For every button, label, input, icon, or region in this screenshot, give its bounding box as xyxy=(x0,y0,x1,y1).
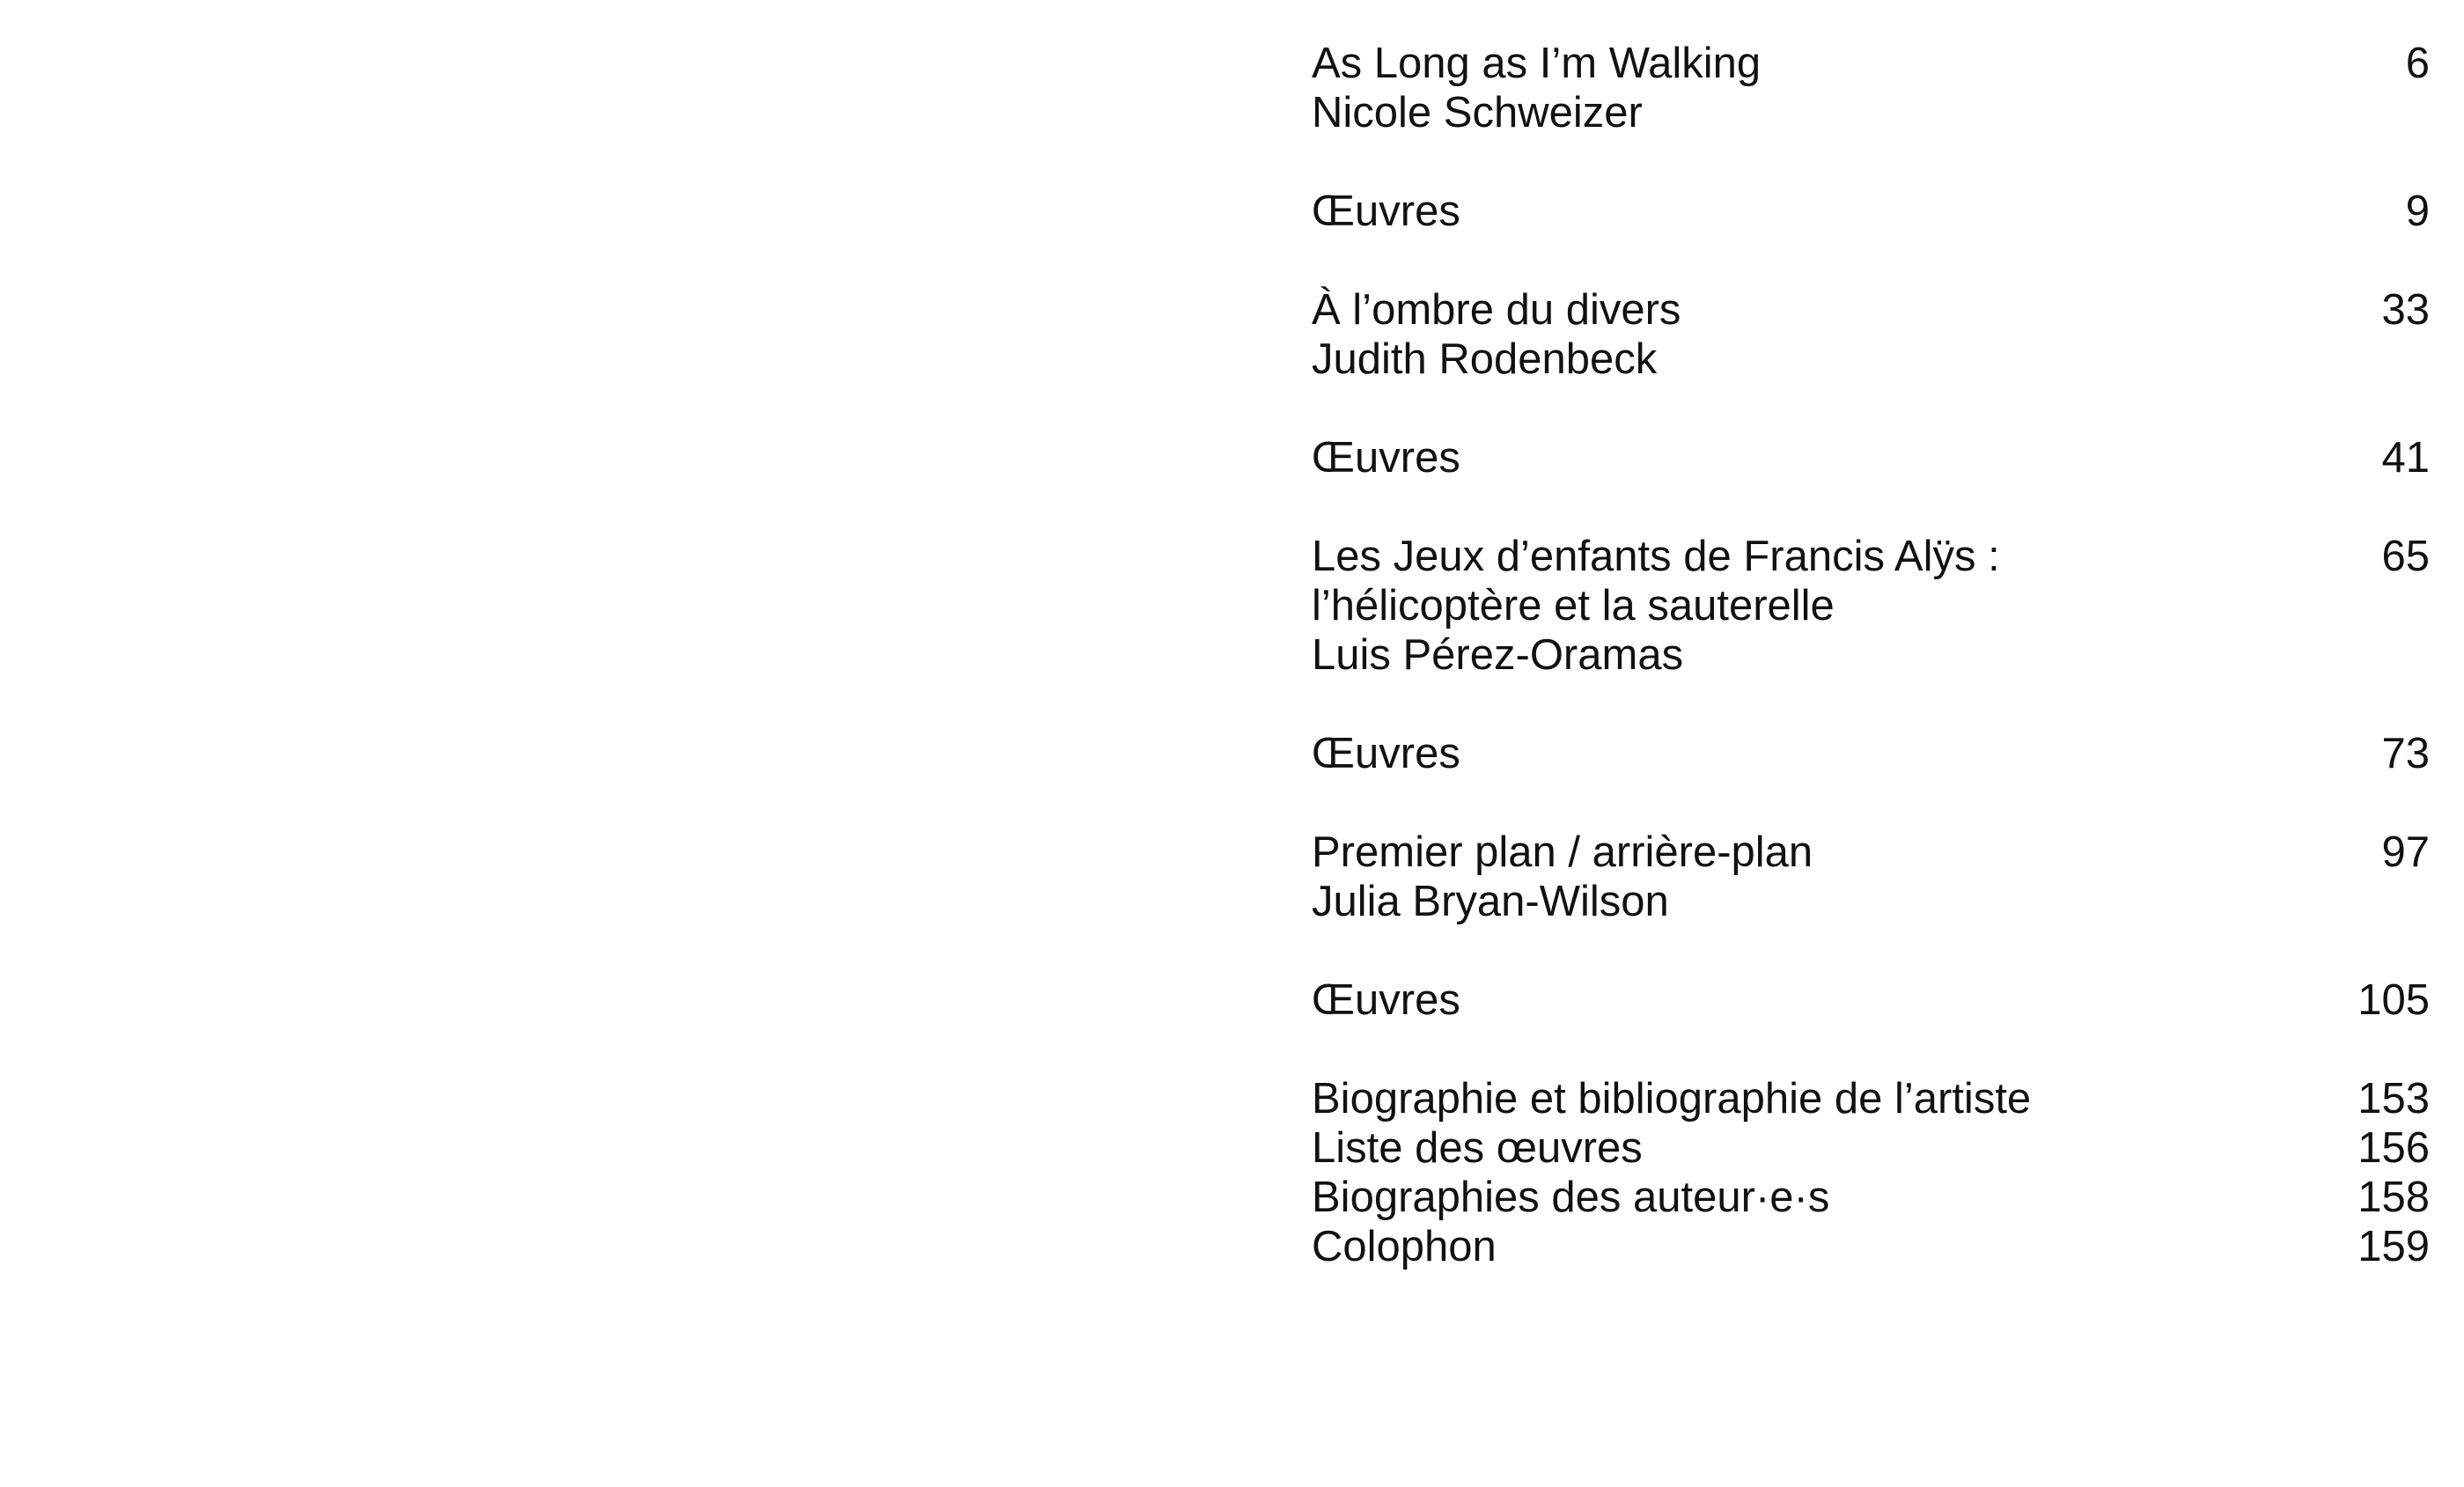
toc-entry[interactable] xyxy=(1312,1123,2430,1173)
toc-entry-title: Œuvres xyxy=(1312,434,1460,482)
toc-entry[interactable] xyxy=(1312,39,2430,137)
toc-entry[interactable] xyxy=(1312,1222,2430,1271)
table-of-contents xyxy=(1312,39,2430,1271)
toc-page-number: 65 xyxy=(2381,533,2430,580)
toc-page-number: 73 xyxy=(2381,730,2430,777)
toc-entry-title: As Long as I’m Walking xyxy=(1312,40,1762,87)
toc-entry[interactable] xyxy=(1312,532,2430,680)
toc-entry-author: Judith Rodenbeck xyxy=(1312,335,1658,383)
toc-entry[interactable] xyxy=(1312,187,2430,236)
toc-entry-title: Les Jeux d’enfants de Francis Alÿs : xyxy=(1312,533,2000,580)
toc-entry-title: Œuvres xyxy=(1312,976,1460,1024)
toc-entry[interactable] xyxy=(1312,975,2430,1025)
toc-page-number: 33 xyxy=(2381,286,2430,334)
toc-page-number: 6 xyxy=(2405,40,2430,87)
toc-entry-title: Biographies des auteur·e·s xyxy=(1312,1174,1830,1221)
toc-page-number: 158 xyxy=(2357,1174,2430,1221)
toc-entry-author: Nicole Schweizer xyxy=(1312,89,1643,136)
toc-entry[interactable] xyxy=(1312,433,2430,482)
toc-entry-title: À l’ombre du divers xyxy=(1312,286,1681,334)
toc-entry-title: Colophon xyxy=(1312,1223,1497,1270)
toc-page-number: 105 xyxy=(2357,976,2430,1024)
toc-entry-title: Œuvres xyxy=(1312,188,1460,235)
toc-page-number: 9 xyxy=(2405,188,2430,235)
toc-page-number: 153 xyxy=(2357,1075,2430,1123)
toc-entry-title: Premier plan / arrière-plan xyxy=(1312,828,1813,876)
toc-page-number: 156 xyxy=(2357,1124,2430,1172)
toc-entry-author: Luis Pérez-Oramas xyxy=(1312,631,1684,679)
toc-entry[interactable] xyxy=(1312,1173,2430,1222)
toc-page-number: 41 xyxy=(2381,434,2430,482)
toc-page-number: 97 xyxy=(2381,828,2430,876)
toc-entry-author: Julia Bryan-Wilson xyxy=(1312,878,1669,925)
toc-entry[interactable] xyxy=(1312,729,2430,778)
toc-entry[interactable] xyxy=(1312,1074,2430,1123)
toc-entry[interactable] xyxy=(1312,285,2430,384)
toc-entry-title: Œuvres xyxy=(1312,730,1460,777)
toc-page-number: 159 xyxy=(2357,1223,2430,1270)
toc-entry-title: Biographie et bibliographie de l’artiste xyxy=(1312,1075,2032,1123)
toc-entry-subtitle: l’hélicoptère et la sauterelle xyxy=(1312,582,1835,629)
toc-entry[interactable] xyxy=(1312,828,2430,926)
toc-entry-title: Liste des œuvres xyxy=(1312,1124,1643,1172)
